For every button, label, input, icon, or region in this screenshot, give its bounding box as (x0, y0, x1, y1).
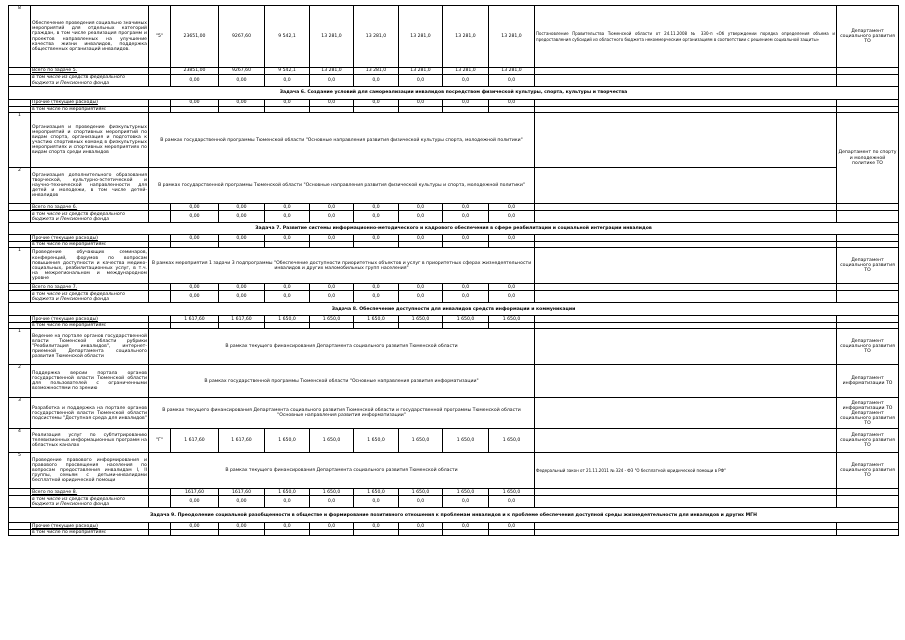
funding-note: В рамках текущего финансирования Департамента социального развития Тюменской области (149, 329, 535, 365)
activity-description: Ведение на портале органов государственной власти Тюменской области рубрики "Реабилитация инвалидов", интернет-приемной Департамента социального развития Тюменской области (31, 329, 149, 365)
value-cell: 0,0 (443, 523, 489, 530)
value-cell: 13 281,0 (443, 6, 489, 68)
federal-row (9, 291, 899, 303)
value-cell: 1 617,60 (171, 429, 219, 453)
funding-note: В рамках государственной программы Тюменской области "Основные направления развития информатизации" (149, 365, 535, 398)
value-cell: 0,0 (354, 284, 399, 291)
section-title: Задача 8. Обеспечение доступности для инвалидов средств информации и коммуникации (9, 303, 899, 316)
activity-description: Проведение обучающих семинаров, конференций, форумов по вопросам повышения доступности и качества медико-социальных, реабилитационных услуг, в т.ч. на межрегиональном и международном уровне (31, 248, 149, 284)
value-cell: 1 650,0 (443, 489, 489, 496)
activity-description: Организация и проведение физкультурных мероприятий и спортивных мероприятий по видам спорта, организация и подготовка к участию спортивных команд в физкультурных мероприятиях и спортивных мероприятиях по видам спорта среди инвалидов (31, 113, 149, 168)
activity-description: Разработка и поддержка на портале органов государственной власти Тюменской области подсистемы "Доступная среда для инвалидов" (31, 398, 149, 429)
federal-label: в том числе из средств федерального бюджета и Пенсионного фонда (31, 496, 149, 508)
value-cell: 1 650,0 (354, 489, 399, 496)
value-cell: 0,0 (354, 211, 399, 223)
funding-note: В рамках государственной программы Тюменской области "Основные направления развития физической культуры спорта, молодежной политики" (149, 113, 535, 168)
value-cell: 0,0 (489, 496, 535, 508)
activity-description: Поддержка версии портала органов государственной власти Тюменской области для пользователей с ограниченными возможностями по зрению (31, 365, 149, 398)
row-number: 5 (9, 453, 31, 489)
current-expenses-row (9, 235, 899, 242)
value-cell: 0,0 (399, 211, 443, 223)
value-cell: 0,0 (265, 496, 310, 508)
value-cell: 0,00 (219, 496, 265, 508)
activities-caption: в том числе по мероприятиям: (31, 107, 149, 113)
value-cell: 1 650,0 (489, 429, 535, 453)
value-cell: 9267,60 (219, 6, 265, 68)
value-cell: 1 617,60 (219, 316, 265, 323)
value-cell: 0,0 (265, 75, 310, 87)
total-row (9, 489, 899, 496)
funding-note: В рамках текущего финансирования Департамента социального развития Тюменской области (149, 453, 535, 489)
funding-note: В рамках текущего финансирования Департамента социального развития Тюменской области и государственной программы Тюменской области "Основные направления развития информатизации" (149, 398, 535, 429)
responsible-body: Департамент социального развития ТО (837, 6, 899, 68)
responsible-body: Департамент социального развития ТО (837, 248, 899, 284)
value-cell: 1 650,0 (310, 489, 354, 496)
activities-caption: в том числе по мероприятиям: (31, 530, 149, 536)
value-cell: 1 650,0 (443, 316, 489, 323)
current-expenses-label: Прочие (текущие расходы) (31, 100, 149, 107)
section-header-row (9, 223, 899, 235)
value-cell: 0,0 (310, 100, 354, 107)
legal-basis: Постановление Правительства Тюменской области от 24.11.2008 № 330-п «Об утверждении порядка определения объема и предоставления субсидий из областного бюджета некоммерческим организациям в соответствии с решением социальной защиты» (535, 6, 837, 68)
value-cell: 0,0 (443, 100, 489, 107)
value-cell: 0,0 (310, 75, 354, 87)
value-cell: 9267,60 (219, 68, 265, 75)
value-cell: 23851,00 (171, 68, 219, 75)
activities-caption: в том числе по мероприятиям: (31, 323, 149, 329)
funding-note: В рамках мероприятия 1 задачи 3 подпрограммы "Обеспечение доступности приоритетных объектов и услуг в приоритетных сферах жизнедеятельности инвалидов и других маломобильных групп населения" (149, 248, 535, 284)
responsible-body: Департамент информатизации ТО Департамент социального развития ТО (837, 398, 899, 429)
value-cell: 13 281,0 (310, 68, 354, 75)
value-cell: 0,0 (489, 523, 535, 530)
value-cell: 0,0 (399, 75, 443, 87)
value-cell: 0,0 (354, 235, 399, 242)
row-number: 8 (9, 6, 31, 68)
value-cell: 0,0 (354, 523, 399, 530)
value-cell: 0,00 (219, 75, 265, 87)
value-cell: 1 650,0 (265, 429, 310, 453)
row-number: 1 (9, 329, 31, 365)
value-cell: 0,00 (171, 523, 219, 530)
value-cell: 0,00 (171, 284, 219, 291)
value-cell: 1 650,0 (354, 316, 399, 323)
value-cell: 0,0 (443, 211, 489, 223)
value-cell: 1 650,0 (443, 429, 489, 453)
program-activities-table (8, 5, 899, 536)
value-cell: 0,00 (171, 291, 219, 303)
current-expenses-label: Прочие (текущие расходы) (31, 316, 149, 323)
activity-description: Проведение правового информирования и правового просвещения населения по вопросам предоставления инвалидам I, II группы, семьям с детьми-инвалидами бесплатной юридической помощи (31, 453, 149, 489)
current-expenses-label: Прочие (текущие расходы) (31, 235, 149, 242)
section-mark: "Г" (149, 429, 171, 453)
activity-description: Реализация услуг по субтитрированию телевизионных информационных программ на областных каналах (31, 429, 149, 453)
value-cell: 0,0 (265, 100, 310, 107)
value-cell: 0,0 (354, 496, 399, 508)
row-number: 1 (9, 113, 31, 168)
value-cell: 0,00 (219, 291, 265, 303)
value-cell: 9 542,1 (265, 68, 310, 75)
value-cell: 1 650,0 (354, 429, 399, 453)
value-cell: 0,0 (489, 291, 535, 303)
value-cell: 0,0 (399, 235, 443, 242)
activity-description: Организация дополнительного образования творческой, культурно-эстетической и научно-технической направленности для детей и молодежи, в том числе детей-инвалидов (31, 168, 149, 204)
value-cell: 13 281,0 (354, 6, 399, 68)
table-row (9, 248, 899, 284)
value-cell: 0,00 (171, 75, 219, 87)
value-cell: 0,0 (489, 235, 535, 242)
total-row (9, 284, 899, 291)
value-cell: 0,0 (399, 291, 443, 303)
section-header-row (9, 87, 899, 100)
responsible-body: Департамент социального развития ТО (837, 453, 899, 489)
value-cell: 0,0 (399, 496, 443, 508)
table-row (9, 168, 899, 204)
federal-label: в том числе из средств федерального бюджета и Пенсионного фонда (31, 75, 149, 87)
value-cell: 0,0 (354, 75, 399, 87)
value-cell: 0,00 (171, 204, 219, 211)
federal-row (9, 211, 899, 223)
section-title: Задача 9. Преодоление социальной разобщенности в обществе и формирование позитивного отношения к проблемам инвалидов и к проблеме обеспечения доступной среды жизнедеятельности для инвалидов и других МГН (9, 508, 899, 523)
activities-caption: в том числе по мероприятиям: (31, 242, 149, 248)
value-cell: 0,0 (399, 523, 443, 530)
value-cell: 0,00 (219, 211, 265, 223)
table-row (9, 365, 899, 398)
value-cell: 1617,60 (171, 489, 219, 496)
value-cell: 0,0 (443, 284, 489, 291)
value-cell: 0,0 (489, 100, 535, 107)
funding-note: В рамках государственной программы Тюменской области "Основные направления развития физической культуры и спорта, молодежной политики" (149, 168, 535, 204)
activity-description: Обеспечение проведения социально значимых мероприятий для отдельных категорий граждан, в том числе реализация программ и проектов направленных на улучшение качества жизни инвалидов, поддержка общественных организаций инвалидов. (31, 6, 149, 68)
section-header-row (9, 508, 899, 523)
total-row (9, 68, 899, 75)
total-row (9, 204, 899, 211)
row-number: 4 (9, 429, 31, 453)
value-cell: 1 650,0 (399, 489, 443, 496)
section-title: Задача 7. Развитие системы информационно-методического и кадрового обеспечения в сфере реабилитации и социальной интеграции инвалидов (9, 223, 899, 235)
value-cell: 0,0 (399, 284, 443, 291)
table-row (9, 6, 899, 68)
federal-label: в том числе из средств федерального бюджета и Пенсионного фонда (31, 291, 149, 303)
section-mark: "5" (149, 6, 171, 68)
value-cell: 0,0 (265, 523, 310, 530)
value-cell: 23651,00 (171, 6, 219, 68)
value-cell: 0,00 (171, 100, 219, 107)
value-cell: 0,00 (219, 284, 265, 291)
value-cell: 0,0 (443, 204, 489, 211)
value-cell: 0,0 (489, 75, 535, 87)
value-cell: 0,0 (354, 204, 399, 211)
value-cell: 1 650,0 (399, 316, 443, 323)
total-label: Всего по задаче 5. (31, 68, 149, 75)
table-row (9, 398, 899, 429)
table-row (9, 329, 899, 365)
value-cell: 13 281,0 (399, 6, 443, 68)
value-cell: 0,0 (489, 211, 535, 223)
value-cell: 0,0 (489, 284, 535, 291)
value-cell: 0,0 (310, 291, 354, 303)
total-label: Всего по задаче 6. (31, 204, 149, 211)
current-expenses-row (9, 316, 899, 323)
table-row (9, 113, 899, 168)
responsible-body: Департамент социального развития ТО (837, 429, 899, 453)
value-cell: 0,0 (310, 284, 354, 291)
value-cell: 1 650,0 (489, 489, 535, 496)
value-cell: 0,0 (489, 204, 535, 211)
value-cell: 0,0 (399, 204, 443, 211)
value-cell: 0,00 (171, 235, 219, 242)
section-title: Задача 6. Создание условий для самореализации инвалидов посредством физической культуры, спорта, культуры и творчества (9, 87, 899, 100)
value-cell: 13 281,0 (489, 68, 535, 75)
legal-basis: Федеральный закон от 21.11.2011 № 324 - ФЗ "О бесплатной юридической помощи в РФ" (535, 453, 837, 489)
value-cell: 0,00 (171, 496, 219, 508)
row-number: 1 (9, 248, 31, 284)
value-cell: 9 542,1 (265, 6, 310, 68)
value-cell: 0,00 (219, 100, 265, 107)
value-cell: 0,0 (265, 284, 310, 291)
value-cell: 0,0 (310, 496, 354, 508)
value-cell: 0,0 (310, 235, 354, 242)
document-page (8, 5, 898, 633)
table-row (9, 453, 899, 489)
value-cell: 0,0 (443, 496, 489, 508)
responsible-body: Департамент информатизации ТО (837, 365, 899, 398)
value-cell: 0,0 (399, 100, 443, 107)
value-cell: 0,00 (219, 235, 265, 242)
total-label: Всего по задаче 8. (31, 489, 149, 496)
value-cell: 0,00 (171, 211, 219, 223)
value-cell: 0,0 (265, 211, 310, 223)
value-cell: 0,0 (443, 291, 489, 303)
value-cell: 13 281,0 (443, 68, 489, 75)
value-cell: 0,0 (310, 204, 354, 211)
value-cell: 13 281,0 (310, 6, 354, 68)
value-cell: 0,0 (443, 235, 489, 242)
section-header-row (9, 303, 899, 316)
current-expenses-row (9, 523, 899, 530)
value-cell: 0,0 (310, 211, 354, 223)
value-cell: 0,00 (219, 523, 265, 530)
responsible-body: Департамент по спорту и молодежной политике ТО (837, 113, 899, 204)
value-cell: 0,0 (354, 291, 399, 303)
value-cell: 0,0 (265, 204, 310, 211)
value-cell: 0,00 (219, 204, 265, 211)
value-cell: 1 617,60 (219, 429, 265, 453)
value-cell: 13 281,0 (354, 68, 399, 75)
value-cell: 0,0 (354, 100, 399, 107)
value-cell: 0,0 (265, 291, 310, 303)
row-number: 2 (9, 365, 31, 398)
value-cell: 1 650,0 (310, 429, 354, 453)
federal-row (9, 75, 899, 87)
federal-row (9, 496, 899, 508)
federal-label: в том числе из средств федерального бюджета и Пенсионного фонда (31, 211, 149, 223)
table-row (9, 429, 899, 453)
current-expenses-row (9, 100, 899, 107)
row-number: 3 (9, 398, 31, 429)
value-cell: 1 617,60 (171, 316, 219, 323)
activities-caption-row (9, 530, 899, 536)
value-cell: 1 650,0 (399, 429, 443, 453)
value-cell: 1 650,0 (265, 316, 310, 323)
value-cell: 0,0 (265, 235, 310, 242)
value-cell: 1 650,0 (310, 316, 354, 323)
value-cell: 0,0 (310, 523, 354, 530)
value-cell: 0,0 (443, 75, 489, 87)
responsible-body: Департамент социального развития ТО (837, 329, 899, 365)
value-cell: 13 281,0 (399, 68, 443, 75)
current-expenses-label: Прочие (текущие расходы) (31, 523, 149, 530)
value-cell: 1617,60 (219, 489, 265, 496)
value-cell: 13 281,0 (489, 6, 535, 68)
value-cell: 1 650,0 (489, 316, 535, 323)
value-cell: 1 650,0 (265, 489, 310, 496)
total-label: Всего по задаче 7. (31, 284, 149, 291)
row-number: 2 (9, 168, 31, 204)
